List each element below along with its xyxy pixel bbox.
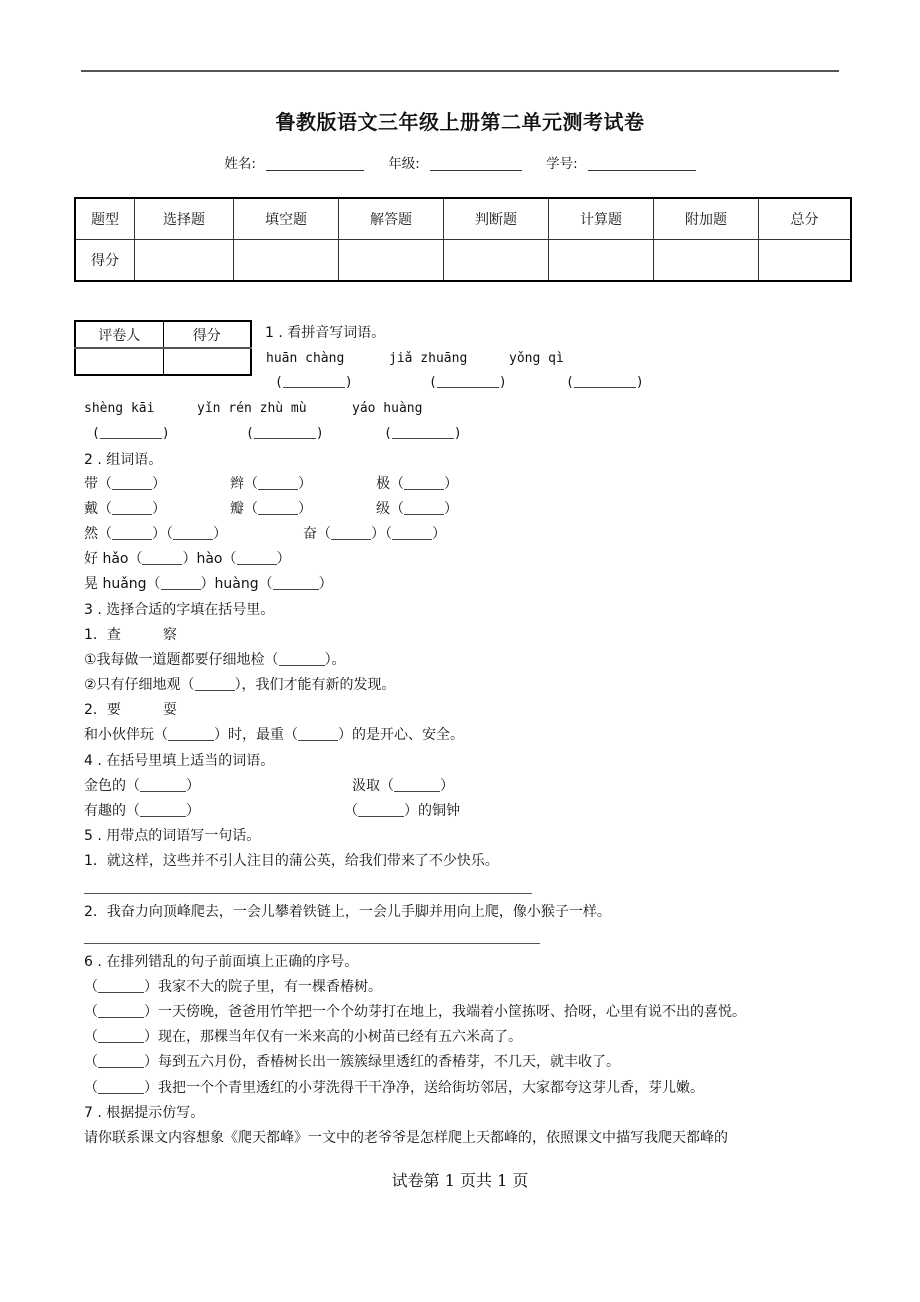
student-info [0,152,920,172]
q2-item[interactable]: 晃 huǎng（ ）huàng（ ） [84,576,333,592]
score-cell[interactable] [549,240,654,282]
q4-item[interactable]: （ ）的铜钟 [344,803,460,819]
q4-item[interactable]: 汲取（ ） [352,778,454,794]
q2-item[interactable]: 级（ ） [376,501,458,517]
id-label: 学号: [546,156,578,172]
header-cell: 判断题 [444,198,549,240]
q3-sentence[interactable]: ①我每做一道题都要仔细地检（ ）。 [84,652,346,668]
score-cell[interactable] [135,240,234,282]
q6-item[interactable]: （ ）我家不大的院子里，有一棵香椿树。 [84,979,382,995]
score-table-header [75,198,851,240]
q6-item[interactable]: （ ）一天傍晚，爸爸用竹竿把一个个幼芽打在地上，我端着小筐拣呀、拾呀，心里有说不出的喜悦。 [84,1004,746,1020]
header-cell: 总分 [759,198,852,240]
id-field[interactable] [541,156,701,172]
q1-pinyin: yǐn rén zhù mù [197,401,307,416]
q2-item[interactable]: 然（ ）（ ） [84,526,227,542]
name-label: 姓名: [224,156,256,172]
q2-item[interactable]: 好 hǎo（ ）hào（ ） [84,551,291,567]
q2-heading: 2 . 组词语。 [84,452,163,468]
q1-answer[interactable]: ( ) [275,375,353,390]
header-cell: 题型 [75,198,135,240]
q5-heading: 5 . 用带点的词语写一句话。 [84,828,261,844]
q5-answer-line[interactable] [84,943,540,944]
q1-pinyin: shèng kāi [84,401,155,416]
q1-pinyin: huān chàng [266,351,345,366]
grader-cell[interactable] [163,348,251,375]
q2-item[interactable]: 奋（ ）（ ） [303,526,446,542]
header-cell: 填空题 [234,198,339,240]
name-field[interactable] [219,156,369,172]
q1-answer[interactable]: ( ) [566,375,644,390]
q3-sentence[interactable]: ②只有仔细地观（ ），我们才能有新的发现。 [84,677,396,693]
header-cell: 附加题 [654,198,759,240]
q2-item[interactable]: 带（ ） [84,476,166,492]
q1-answer[interactable]: ( ) [384,426,462,441]
score-cell[interactable] [759,240,852,282]
q6-heading: 6 . 在排列错乱的句子前面填上正确的序号。 [84,954,359,970]
q1-answer[interactable]: ( ) [92,426,170,441]
grader-table [74,320,252,376]
header-rule [81,70,839,72]
score-table-row [75,240,851,282]
q2-item[interactable]: 辫（ ） [230,476,312,492]
grade-field[interactable] [383,156,527,172]
score-cell[interactable] [339,240,444,282]
q7-text: 请你联系课文内容想象《爬天都峰》一文中的老爷爷是怎样爬上天都峰的，依照课文中描写我爬天都峰的 [84,1130,728,1146]
q1-answer[interactable]: ( ) [246,426,324,441]
q4-heading: 4 . 在括号里填上适当的词语。 [84,753,275,769]
q1-pinyin: yáo huàng [352,401,423,416]
score-cell[interactable] [444,240,549,282]
row-label: 得分 [75,240,135,282]
q5-sentence: 2．我奋力向顶峰爬去，一会儿攀着铁链上，一会儿手脚并用向上爬，像小猴子一样。 [84,904,611,920]
page-title: 鲁教版语文三年级上册第二单元测考试卷 [275,110,645,134]
score-cell[interactable] [654,240,759,282]
header-cell: 选择题 [135,198,234,240]
q5-sentence: 1．就这样，这些并不引人注目的蒲公英，给我们带来了不少快乐。 [84,853,499,869]
q1-pinyin: jiǎ zhuāng [389,351,468,366]
grade-blank[interactable] [430,156,522,171]
name-blank[interactable] [266,156,364,171]
q2-item[interactable]: 瓣（ ） [230,501,312,517]
q3-group-label: 1．查 察 [84,627,177,643]
q4-item[interactable]: 金色的（ ） [84,778,200,794]
q3-sentence[interactable]: 和小伙伴玩（ ）时，最重（ ）的是开心、安全。 [84,727,464,743]
q1-pinyin: yǒng qì [509,351,564,366]
grader-cell[interactable] [75,348,163,375]
q2-item[interactable]: 极（ ） [376,476,458,492]
q1-heading: 1 . 看拼音写词语。 [265,325,386,341]
grader-header: 得分 [163,321,251,348]
q6-item[interactable]: （ ）我把一个个青里透红的小芽洗得干干净净，送给街坊邻居，大家都夸这芽儿香，芽儿嫩。 [84,1080,704,1096]
q2-item[interactable]: 戴（ ） [84,501,166,517]
header-cell: 解答题 [339,198,444,240]
q6-item[interactable]: （ ）现在，那棵当年仅有一米来高的小树苗已经有五六米高了。 [84,1029,522,1045]
grade-label: 年级: [388,156,420,172]
score-table [74,197,852,282]
grader-header: 评卷人 [75,321,163,348]
q1-answer[interactable]: ( ) [429,375,507,390]
q3-heading: 3 . 选择合适的字填在括号里。 [84,602,275,618]
score-cell[interactable] [234,240,339,282]
q4-item[interactable]: 有趣的（ ） [84,803,200,819]
page-footer: 试卷第 1 页共 1 页 [391,1171,529,1190]
q5-answer-line[interactable] [84,893,532,894]
q6-item[interactable]: （ ）每到五六月份，香椿树长出一簇簇绿里透红的香椿芽，不几天，就丰收了。 [84,1054,620,1070]
header-cell: 计算题 [549,198,654,240]
q7-heading: 7 . 根据提示仿写。 [84,1105,205,1121]
id-blank[interactable] [588,156,696,171]
q3-group-label: 2．要 耍 [84,702,177,718]
